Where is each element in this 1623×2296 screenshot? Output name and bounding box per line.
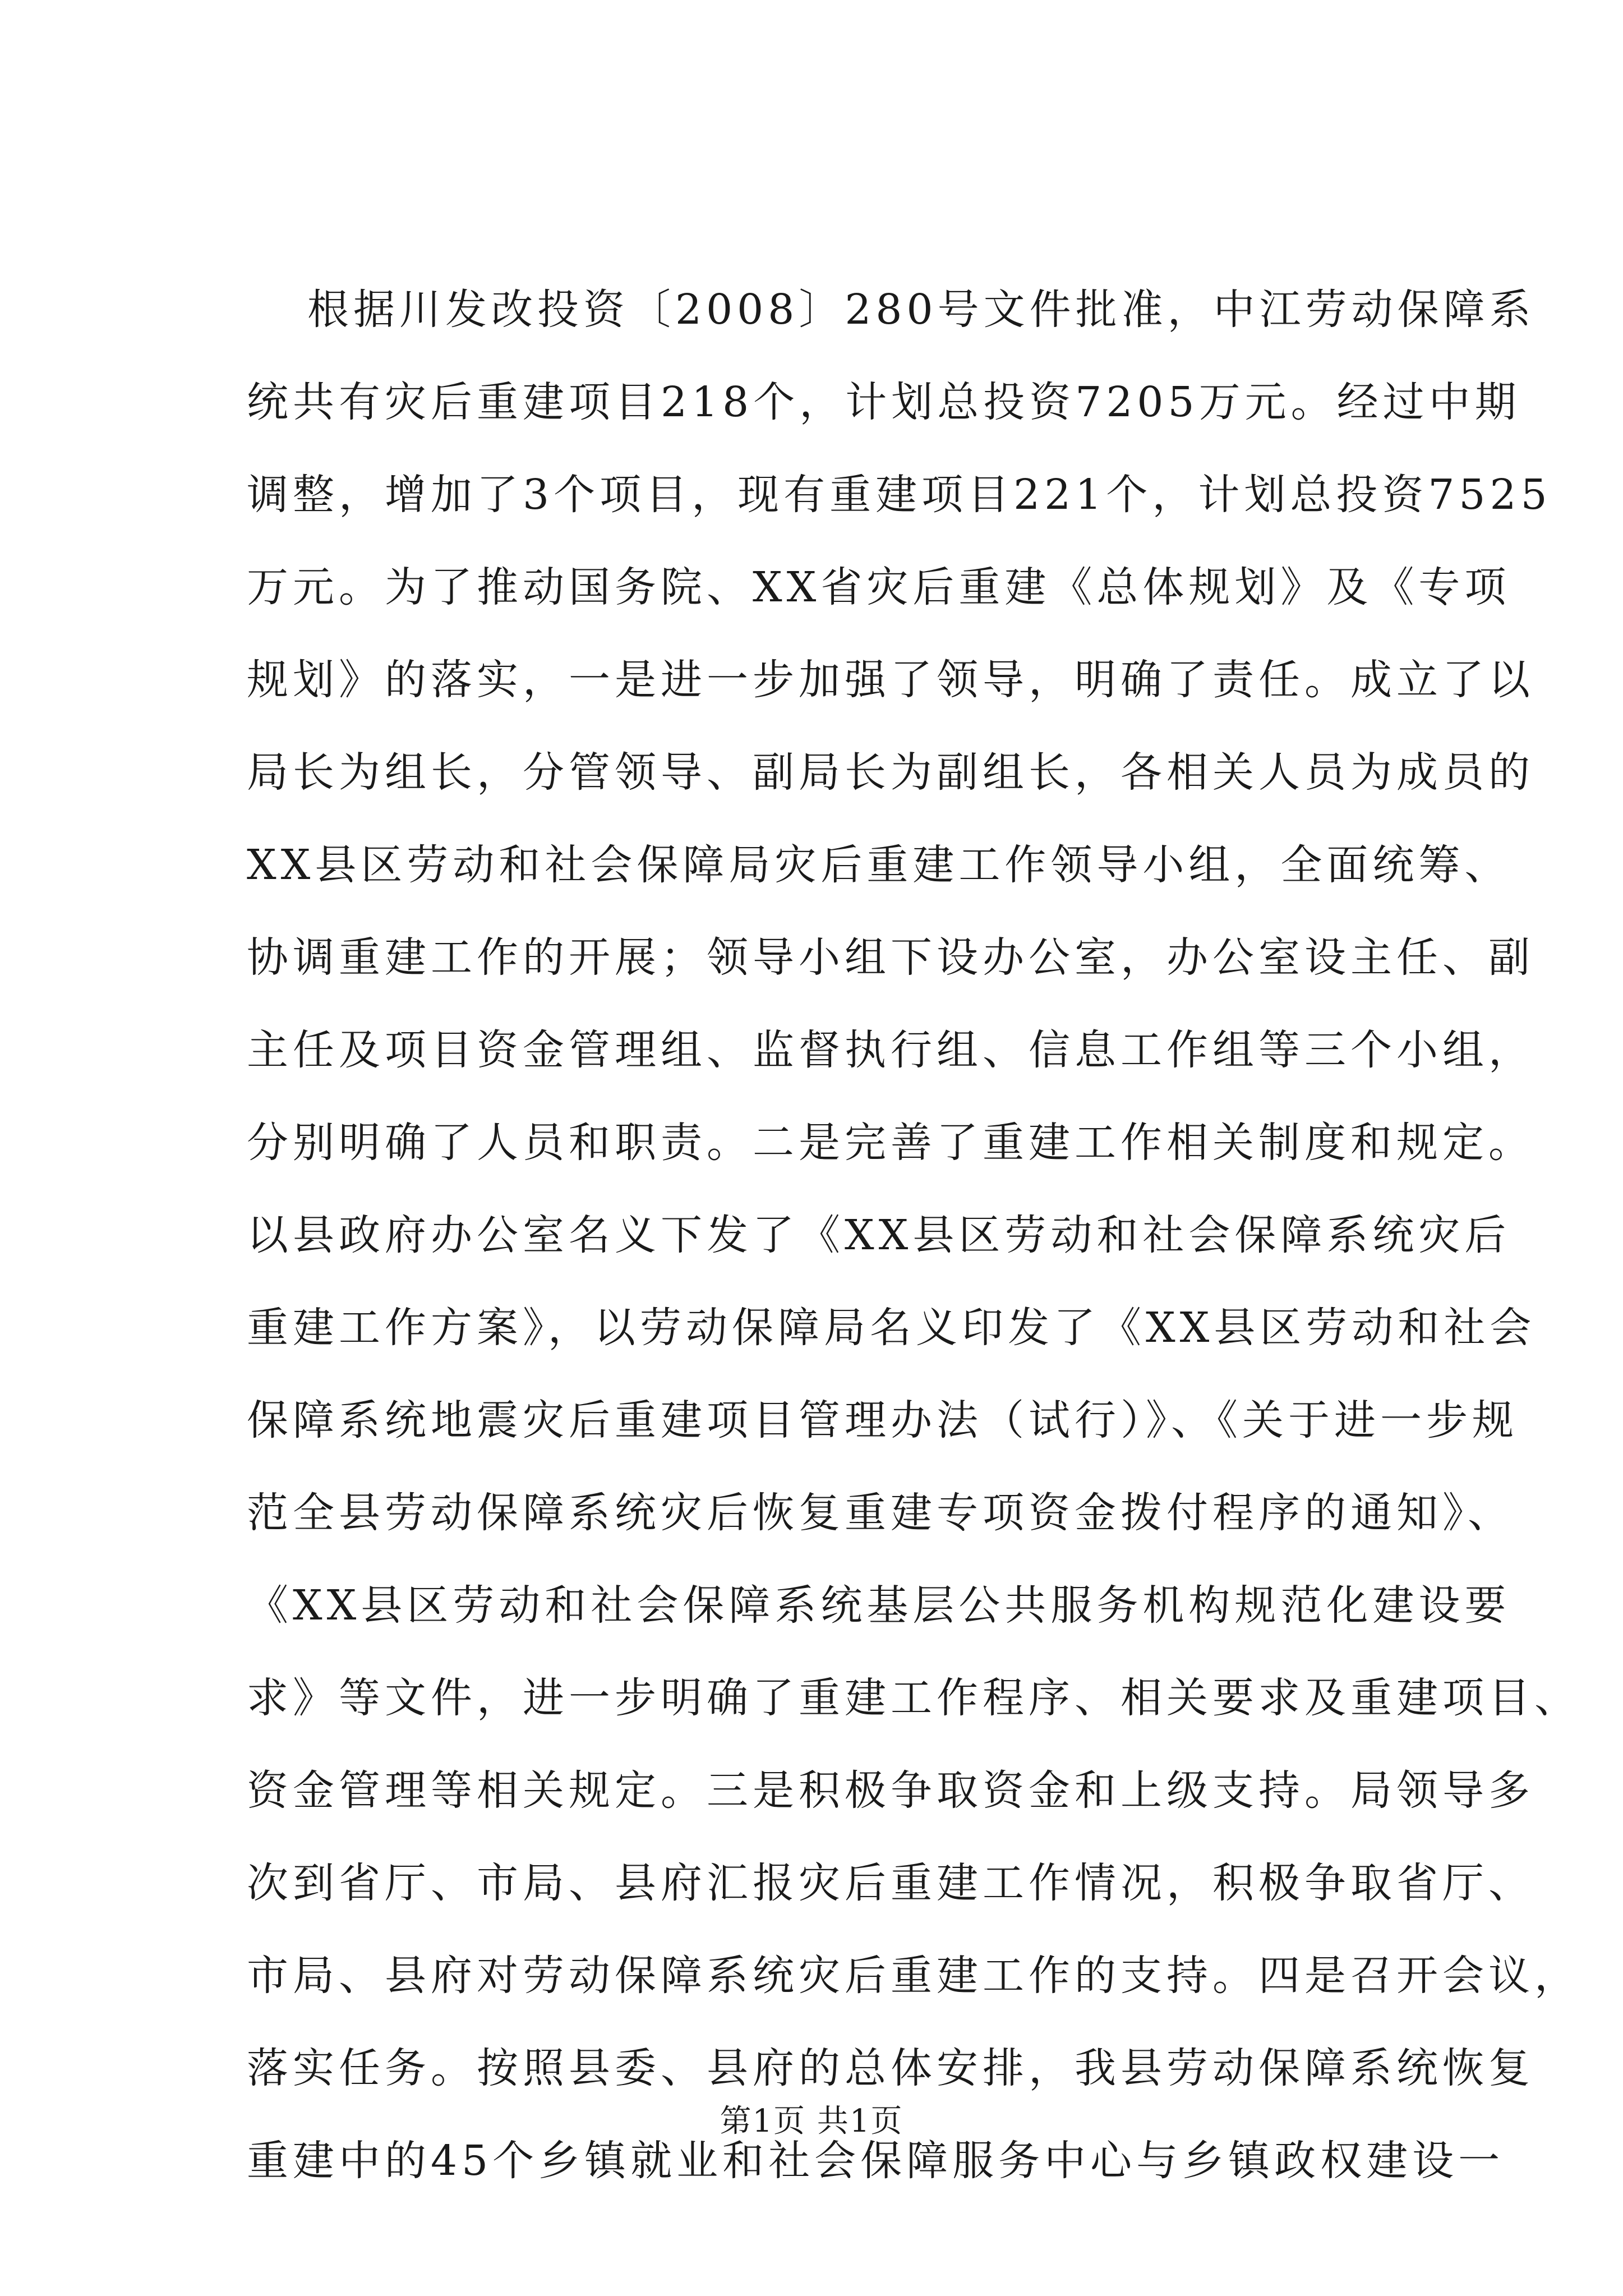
- text-line: 《XX县区劳动和社会保障系统基层公共服务机构规范化建设要: [247, 1581, 1511, 1630]
- text-line: 分别明确了人员和职责。二是完善了重建工作相关制度和规定。: [247, 1119, 1534, 1167]
- text-line: 落实任务。按照县委、县府的总体安排，我县劳动保障系统恢复: [247, 2044, 1534, 2092]
- text-line: 次到省厅、市局、县府汇报灾后重建工作情况，积极争取省厅、: [247, 1859, 1534, 1907]
- text-line: 求》等文件，进一步明确了重建工作程序、相关要求及重建项目、: [247, 1674, 1580, 1722]
- text-line: 调整，增加了3个项目，现有重建项目221个，计划总投资7525: [247, 471, 1552, 519]
- text-line: 范全县劳动保障系统灾后恢复重建专项资金拨付程序的通知》、: [247, 1489, 1514, 1537]
- text-line: 规划》的落实，一是进一步加强了领导，明确了责任。成立了以: [247, 656, 1534, 704]
- text-line: 资金管理等相关规定。三是积极争取资金和上级支持。局领导多: [247, 1766, 1534, 1815]
- text-line: 局长为组长，分管领导、副局长为副组长，各相关人员为成员的: [247, 748, 1534, 797]
- text-line: 协调重建工作的开展；领导小组下设办公室，办公室设主任、副: [247, 933, 1534, 982]
- page-footer: [0, 2099, 1623, 2144]
- text-line: 根据川发改投资〔2008〕280号文件批准，中江劳动保障系: [307, 286, 1536, 334]
- text-line: 以县政府办公室名义下发了《XX县区劳动和社会保障系统灾后: [247, 1211, 1511, 1259]
- text-line: 主任及项目资金管理组、监督执行组、信息工作组等三个小组，: [247, 1026, 1534, 1074]
- text-line: 市局、县府对劳动保障系统灾后重建工作的支持。四是召开会议，: [247, 1952, 1580, 2000]
- text-line: 重建工作方案》，以劳动保障局名义印发了《XX县区劳动和社会: [247, 1304, 1536, 1352]
- body-paragraph: [247, 264, 1580, 2207]
- text-line: XX县区劳动和社会保障局灾后重建工作领导小组，全面统筹、: [247, 841, 1511, 889]
- text-line: 保障系统地震灾后重建项目管理办法（试行）》、《关于进一步规: [247, 1396, 1518, 1444]
- page-number-label: 第1页 共1页: [720, 2103, 903, 2139]
- text-line: 万元。为了推动国务院、XX省灾后重建《总体规划》及《专项: [247, 563, 1511, 611]
- text-line: 统共有灾后重建项目218个，计划总投资7205万元。经过中期: [247, 378, 1521, 426]
- text-line: 重建中的45个乡镇就业和社会保障服务中心与乡镇政权建设一: [247, 2137, 1505, 2185]
